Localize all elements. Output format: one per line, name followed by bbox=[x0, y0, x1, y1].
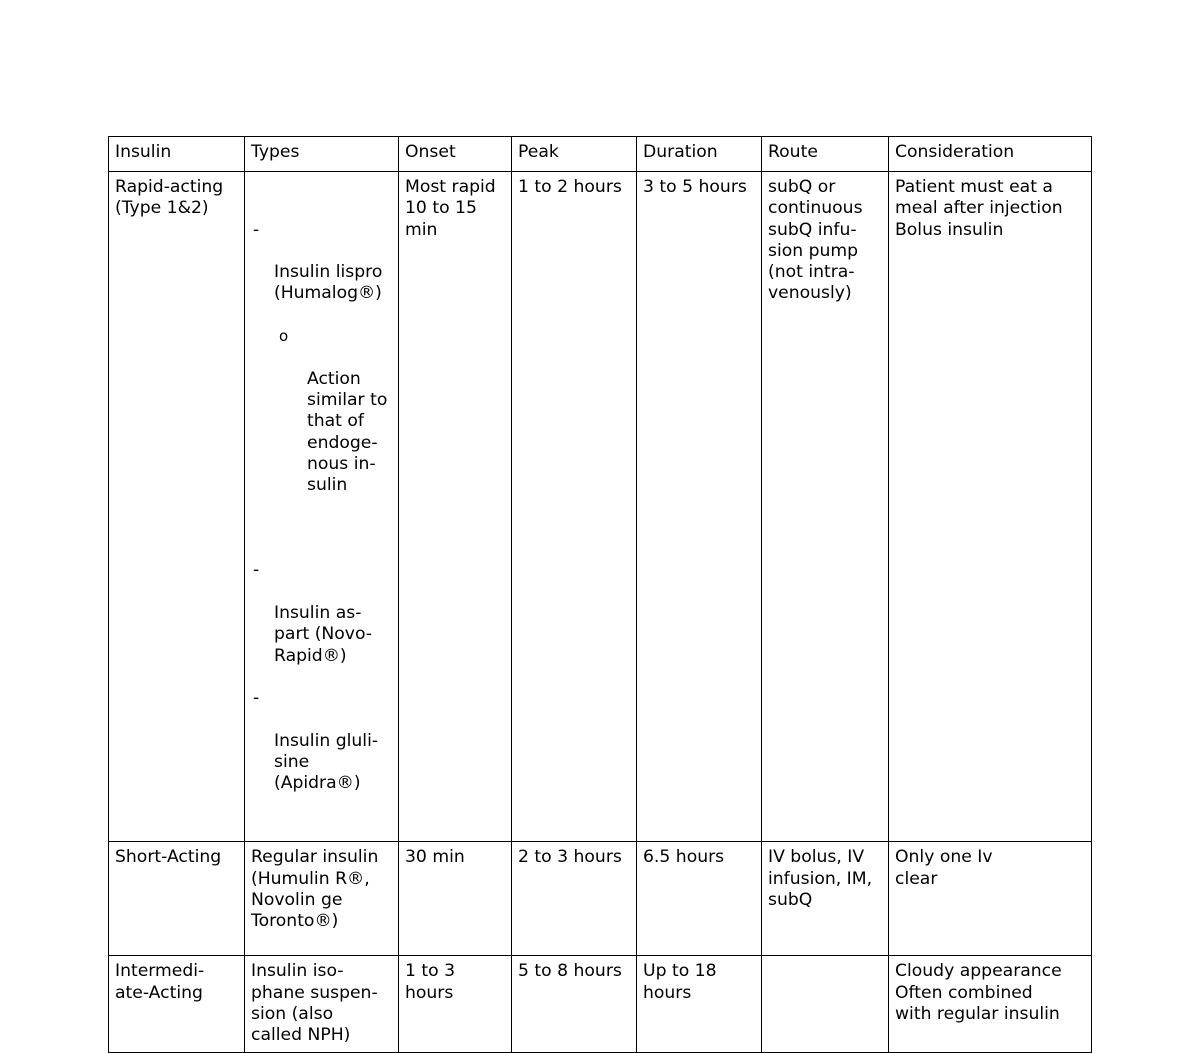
cell-onset: 1 to 3 hours bbox=[399, 956, 512, 1053]
cell-route: IV bolus, IV infusion, IM, subQ bbox=[762, 842, 889, 956]
cell-duration: 3 to 5 hours bbox=[637, 172, 762, 842]
list-item bbox=[251, 688, 394, 794]
types-list bbox=[251, 198, 394, 816]
sub-list-item bbox=[274, 326, 394, 496]
cell-route: subQ or continuous subQ infu- sion pump (not intra- venously) bbox=[762, 172, 889, 842]
cell-types bbox=[245, 172, 399, 842]
cell-insulin: Short-Acting bbox=[109, 842, 245, 956]
list-item-text: Insulin lispro (Humalog®) bbox=[274, 262, 383, 304]
cell-onset: Most rapid 10 to 15 min bbox=[399, 172, 512, 842]
header-peak: Peak bbox=[512, 137, 637, 172]
cell-route bbox=[762, 956, 889, 1053]
header-types: Types bbox=[245, 137, 399, 172]
table-header-row bbox=[109, 137, 1092, 172]
cell-peak: 1 to 2 hours bbox=[512, 172, 637, 842]
cell-consideration: Only one Iv clear bbox=[889, 842, 1092, 956]
dash-marker: - bbox=[253, 688, 260, 709]
table-row bbox=[109, 172, 1092, 842]
cell-onset: 30 min bbox=[399, 842, 512, 956]
cell-consideration: Patient must eat a meal after injection Bolus insulin bbox=[889, 172, 1092, 842]
cell-peak: 2 to 3 hours bbox=[512, 842, 637, 956]
cell-insulin: Intermedi- ate-Acting bbox=[109, 956, 245, 1053]
cell-duration: Up to 18 hours bbox=[637, 956, 762, 1053]
cell-types: Insulin iso- phane suspen- sion (also called NPH) bbox=[245, 956, 399, 1053]
cell-insulin: Rapid-acting (Type 1&2) bbox=[109, 172, 245, 842]
header-insulin: Insulin bbox=[109, 137, 245, 172]
table-row bbox=[109, 842, 1092, 956]
insulin-table bbox=[108, 136, 1092, 1053]
dash-marker: - bbox=[253, 560, 260, 581]
sub-list-item-text: Action similar to that of endoge- nous in- sulin bbox=[307, 368, 388, 496]
header-route: Route bbox=[762, 137, 889, 172]
circle-bullet-marker: o bbox=[279, 327, 289, 346]
list-item bbox=[251, 220, 394, 539]
list-item bbox=[251, 560, 394, 666]
header-onset: Onset bbox=[399, 137, 512, 172]
dash-marker: - bbox=[253, 219, 260, 240]
cell-duration: 6.5 hours bbox=[637, 842, 762, 956]
cell-types: Regular insulin (Humulin R®, Novolin ge Toronto®) bbox=[245, 842, 399, 956]
header-duration: Duration bbox=[637, 137, 762, 172]
header-consideration: Consideration bbox=[889, 137, 1092, 172]
cell-peak: 5 to 8 hours bbox=[512, 956, 637, 1053]
sub-list bbox=[274, 305, 394, 518]
list-item-text: Insulin gluli- sine (Apidra®) bbox=[274, 730, 379, 794]
list-item-text: Insulin as- part (Novo- Rapid®) bbox=[274, 602, 372, 666]
table-row bbox=[109, 956, 1092, 1053]
cell-consideration: Cloudy appearance Often combined with regular insulin bbox=[889, 956, 1092, 1053]
